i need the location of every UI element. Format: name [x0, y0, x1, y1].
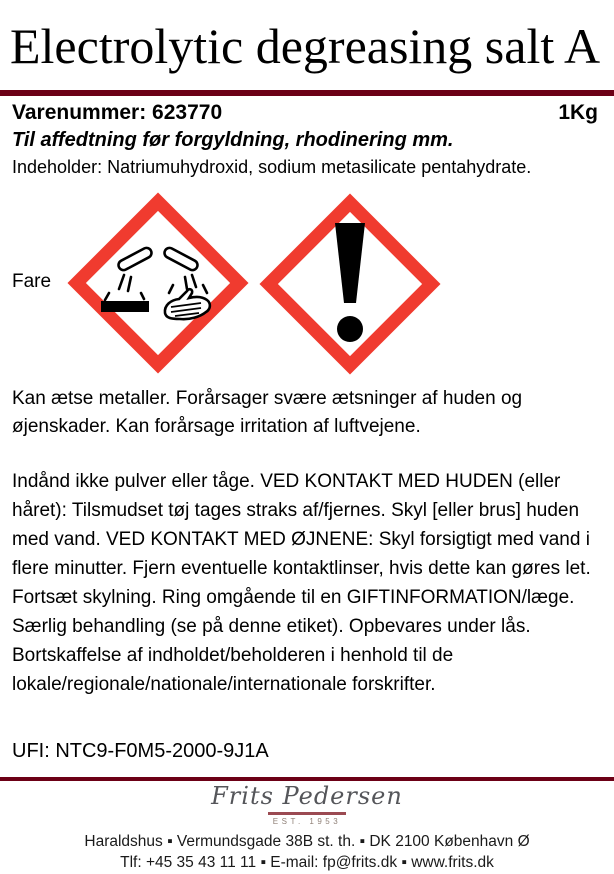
- ghs07-exclamation-mark-icon: [323, 223, 377, 347]
- hazard-statements: Kan ætse metaller. Forårsager svære ætsninger af huden og øjenskader. Kan forårsage irritation af luftvejene.: [12, 388, 523, 437]
- established-year: EST. 1953: [272, 817, 342, 826]
- brand-logo: Frits Pedersen: [211, 782, 403, 810]
- header-divider: [0, 90, 614, 96]
- ingredients-line: Indeholder: Natriumuhydroxid, sodium metasilicate pentahydrate.: [12, 157, 532, 177]
- ghs05-corrosion-icon: [97, 241, 219, 333]
- item-number-row: [12, 100, 598, 126]
- footer-divider: [0, 777, 614, 781]
- usage-description: Til affedtning før forgyldning, rhodinering mm.: [12, 129, 454, 151]
- footer: [0, 782, 614, 873]
- company-address: Haraldshus ▪ Vermundsgade 38B st. th. ▪ DK 2100 København Ø: [84, 833, 530, 850]
- brand-logo-underline: [268, 812, 346, 815]
- precautionary-statements: Indånd ikke pulver eller tåge. VED KONTAKT MED HUDEN (eller håret): Tilsmudset tøj tages straks af/fjernes. Skyl [eller brus] huden med vand. VED KONTAKT MED ØJNENE: Skyl forsigtigt med vand i flere minutter. Fjern eventuelle kontaktlinser, hvis dette kan gøres let. Fortsæt skylning. Ring omgående til en GIFTINFORMATION/læge. Særlig behandling (se på denne etiket). Opbevares under lås. Bortskaffelse af indholdet/beholderen i henhold til de lokale/regionale/nationale/internationale forskrifter.: [12, 471, 591, 695]
- item-number: Varenummer: 623770: [12, 101, 223, 124]
- net-weight: 1Kg: [558, 101, 598, 124]
- page-title: Electrolytic degreasing salt A: [10, 18, 601, 74]
- signal-word: Fare: [12, 271, 52, 292]
- ufi-code: UFI: NTC9-F0M5-2000-9J1A: [12, 740, 269, 762]
- company-contact: Tlf: +45 35 43 11 11 ▪ E-mail: fp@frits.dk ▪ www.frits.dk: [120, 854, 494, 871]
